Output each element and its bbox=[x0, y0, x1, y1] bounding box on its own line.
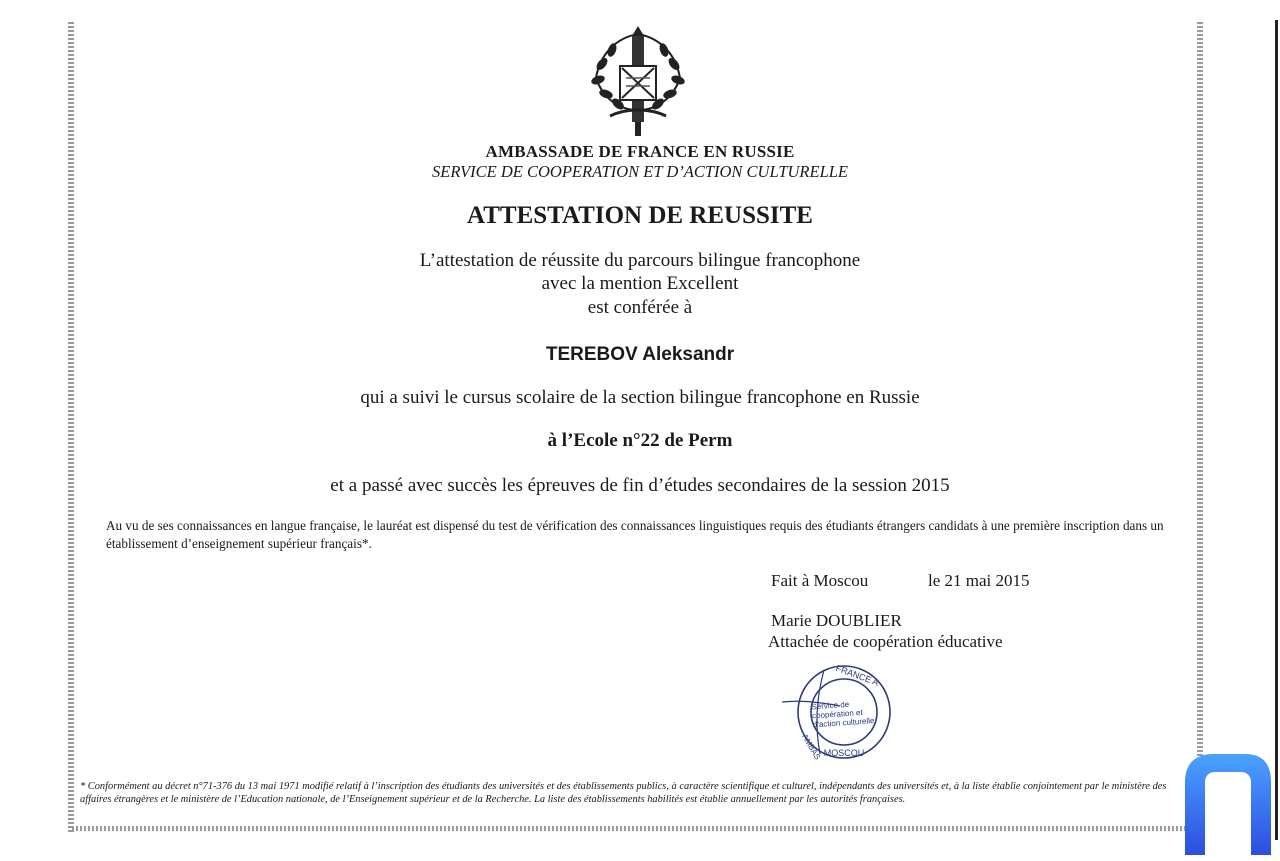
intro-line-3: est conférée à bbox=[587, 297, 693, 318]
signature-place: Fait à Moscou bbox=[771, 571, 869, 590]
signatory-name: Marie DOUBLIER bbox=[771, 611, 902, 630]
service-heading: SERVICE DE COOPERATION ET D’ACTION CULTURELLE bbox=[431, 162, 848, 181]
stamp-center-text: Service de coopération et d’action culturelle bbox=[811, 699, 875, 730]
document-title: ATTESTATION DE REUSSITE bbox=[467, 202, 813, 229]
footnote: * Conformément au décret n°71-376 du 13 mai 1971 modifié relatif à l’inscription des étudiants des universités et des établissements publics, à caractère scientifique et culturel, indépendants des universités et, à la liste établie conjointement par le ministère des affaires étrangères et le ministère de l’Education nationale, de l’Enseignement supérieur et de la Recherche. La liste des établissements habilités est établie annuellement par les autorités françaises. bbox=[80, 781, 1167, 805]
success-line: et a passé avec succès les épreuves de fin d’études secondaires de la session 2015 bbox=[330, 475, 950, 496]
document-border-bottom bbox=[72, 826, 1202, 831]
signatory-role: Attachée de coopération éducative bbox=[768, 632, 1003, 651]
intro-line-1: L’attestation de réussite du parcours bilingue francophone bbox=[419, 250, 861, 271]
school-name: à l’Ecole n°22 de Perm bbox=[547, 430, 733, 451]
svg-text:AMBAS: AMBAS bbox=[800, 732, 823, 762]
signature-date: le 21 mai 2015 bbox=[928, 571, 1030, 590]
exemption-note: Au vu de ses connaissances en langue française, le lauréat est dispensé du test de vérification des connaissances linguistiques requis des étudiants étrangers candidats à une première inscription dans un établissement d’enseignement supérieur français*. bbox=[106, 518, 1164, 551]
svg-text:FRANCE A: FRANCE A bbox=[834, 662, 881, 688]
cursus-line: qui a suivi le cursus scolaire de la section bilingue francophone en Russie bbox=[360, 387, 920, 408]
svg-text:MOSCOU: MOSCOU bbox=[823, 748, 865, 758]
recipient-name: TEREBOV Aleksandr bbox=[545, 344, 735, 365]
intro-line-2: avec la mention Excellent bbox=[541, 273, 739, 294]
french-republic-emblem-icon bbox=[586, 24, 690, 138]
embassy-heading: AMBASSADE DE FRANCE EN RUSSIE bbox=[485, 142, 795, 161]
brand-logo-icon bbox=[1183, 752, 1273, 857]
